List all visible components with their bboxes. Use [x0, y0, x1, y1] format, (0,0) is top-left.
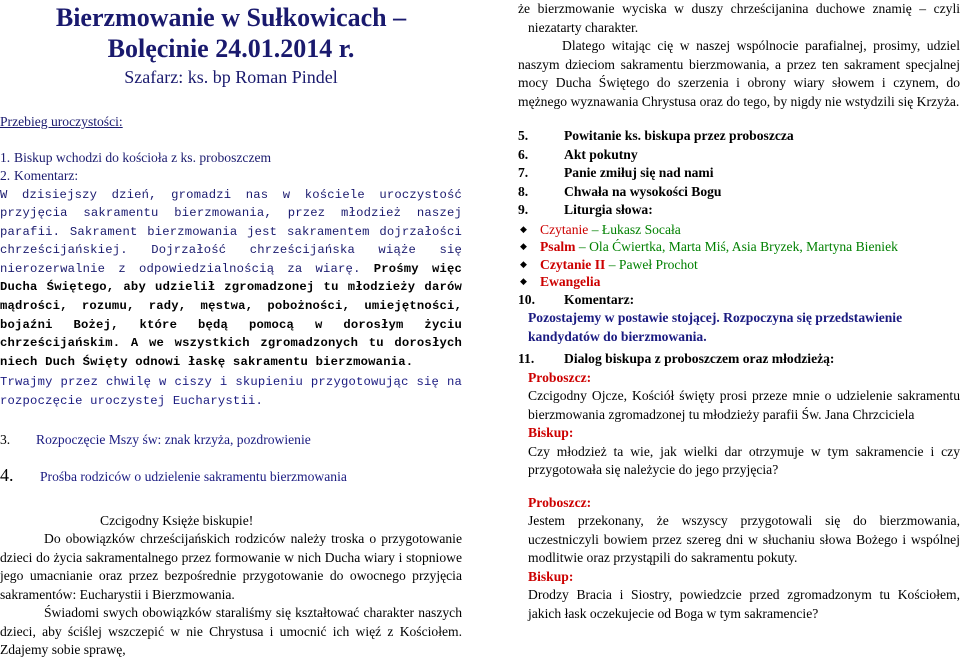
continuation-1: że bierzmowanie wyciska w duszy chrześcijanina duchowe znamię – czyli niezatarty charakter.: [518, 1, 960, 35]
title-line-2: Bolęcinie 24.01.2014 r.: [107, 34, 355, 63]
list-item-7: 7. Panie zmiłuj się nad nami: [518, 165, 714, 180]
item-10-text: Pozostajemy w postawie stojącej. Rozpoczyna się przedstawienie kandydatów do bierzmowania.: [528, 310, 903, 344]
reading-item: ◆ Psalm – Ola Ćwiertka, Marta Miś, Asia Bryzek, Martyna Bieniek: [518, 238, 960, 256]
item-4-text: Prośba rodziców o udzielenie sakramentu bierzmowania: [40, 469, 347, 485]
list-item-4: 4. Prośba rodziców o udzielenie sakramentu bierzmowania: [0, 465, 347, 486]
list-item-8: 8. Chwała na wysokości Bogu: [518, 183, 722, 199]
item-3-text: Rozpoczęcie Mszy św: znak krzyża, pozdrowienie: [36, 431, 311, 447]
numbered-list: [518, 127, 960, 220]
dialog-block: [518, 369, 960, 624]
dialog-text: Czcigodny Ojcze, Kościół święty prosi przeze mnie o udzielenie sakramentu bierzmowania zgromadzonej tu młodzieży parafii Św. Jana Chrzciciela: [528, 388, 960, 422]
commentary-bold: Prośmy więc Ducha Świętego, aby udzielił zgromadzonej tu młodzieży darów mądrości, rozumu, rady, męstwa, pobożności, umiejętności, bojaźni Bożej, które będą pomocą w dorosłym życiu chrześcijańskim. A we wszystkich zgromadzonych tu dorosłych niech Duch Święty odnowi łaskę sakramentu bierzmowania.: [0, 261, 463, 369]
paragraph-1: Do obowiązków chrześcijańskich rodziców należy troska o przygotowanie dzieci do życia sakramentalnego przez formowanie w nich Ducha wiary i stopniowe jego umacnianie oraz przez bezpośrednie przygotowanie do owocnego przyjęcia sakramentów: Eucharystii i Bierzmowania.: [0, 531, 462, 602]
list-item-5: 5. Powitanie ks. biskupa przez proboszcza: [518, 128, 794, 143]
commentary-block: [0, 186, 462, 372]
right-column: [518, 0, 960, 623]
reading-item: ◆ Czytanie II – Paweł Prochot: [518, 256, 960, 274]
list-item-11: 11. Dialog biskupa z proboszczem oraz młodzieżą:: [518, 351, 835, 366]
section-heading: Przebieg uroczystości:: [0, 114, 123, 129]
title-line-1: Bierzmowanie w Sułkowicach –: [55, 3, 407, 32]
speaker-proboszcz: Proboszcz:: [528, 369, 592, 385]
speaker-biskup: Biskup:: [528, 425, 574, 440]
speaker-proboszcz: Proboszcz:: [528, 494, 592, 510]
greeting: Czcigodny Księże biskupie!: [100, 512, 254, 528]
item-1-text: Biskup wchodzi do kościoła z ks. proboszczem: [14, 149, 272, 165]
paragraph-2: Świadomi swych obowiązków staraliśmy się kształtować charakter naszych dzieci, aby ściślej wszczepić w nie Chrystusa i umocnić ich więź z Kościołem. Zdajemy sobie sprawę,: [0, 605, 462, 658]
document-title: [0, 2, 462, 64]
dialog-text: Jestem przekonany, że wszyscy przygotowali się do bierzmowania, uczestniczyli bowiem przez szereg dni w słuchaniu słowa Bożego i wspólnej modlitwie oraz przystąpili do sakramentu pokuty.: [528, 513, 960, 565]
list-item-9: 9. Liturgia słowa:: [518, 202, 653, 217]
continuation-2: Dlatego witając cię w naszej wspólnocie parafialnej, prosimy, udziel naszym dzieciom sakramentu bierzmowania, a przez ten sakrament specjalnej mocy Ducha Świętego do szerzenia i obrony wiary słowem i czynem, do mężnego wyznawania Chrystusa oraz do tego, by nigdy nie wstydzili się Krzyża.: [518, 38, 960, 109]
list-item-6: 6. Akt pokutny: [518, 146, 638, 162]
list-item-3: 3. Rozpoczęcie Mszy św: znak krzyża, pozdrowienie: [0, 431, 311, 447]
item-2-label: Komentarz:: [14, 168, 79, 183]
left-column: [0, 0, 462, 660]
list-item-10: 10. Komentarz:: [518, 291, 635, 307]
commentary-normal: W dzisiejszy dzień, gromadzi nas w kościele uroczystość przyjęcia sakramentu bierzmowania, przez młodzież naszej parafii. Sakrament bierzmowania jest sakramentem dojrzałości chrześcijańskiej. Dojrzałość chrześcijańska wiąże się nierozerwalnie z odpowiedzialnością za wiarę.: [0, 187, 462, 276]
dialog-text: Drodzy Bracia i Siostry, powiedzcie przed zgromadzonym tu Kościołem, jakich łask oczekujecie od Boga w tym sakramencie?: [528, 587, 960, 621]
reading-item: ◆ Czytanie – Łukasz Socała: [518, 221, 960, 239]
subtitle: Szafarz: ks. bp Roman Pindel: [124, 67, 338, 87]
dialog-text: Czy młodzież ta wie, jak wielki dar otrzymuje w tym sakramencie i czy przygotowała się należycie do jego przyjęcia?: [528, 443, 960, 477]
list-item-1: 1. Biskup wchodzi do kościoła z ks. proboszczem: [0, 149, 272, 165]
commentary-blue: Trwajmy przez chwilę w ciszy i skupieniu przygotowując się na rozpoczęcie uroczystej Eucharystii.: [0, 375, 462, 409]
reading-item: ◆ Ewangelia: [518, 273, 960, 291]
readings-list: [518, 221, 960, 291]
list-item-2: 2. Komentarz:: [0, 168, 79, 183]
speaker-biskup: Biskup:: [528, 568, 574, 584]
